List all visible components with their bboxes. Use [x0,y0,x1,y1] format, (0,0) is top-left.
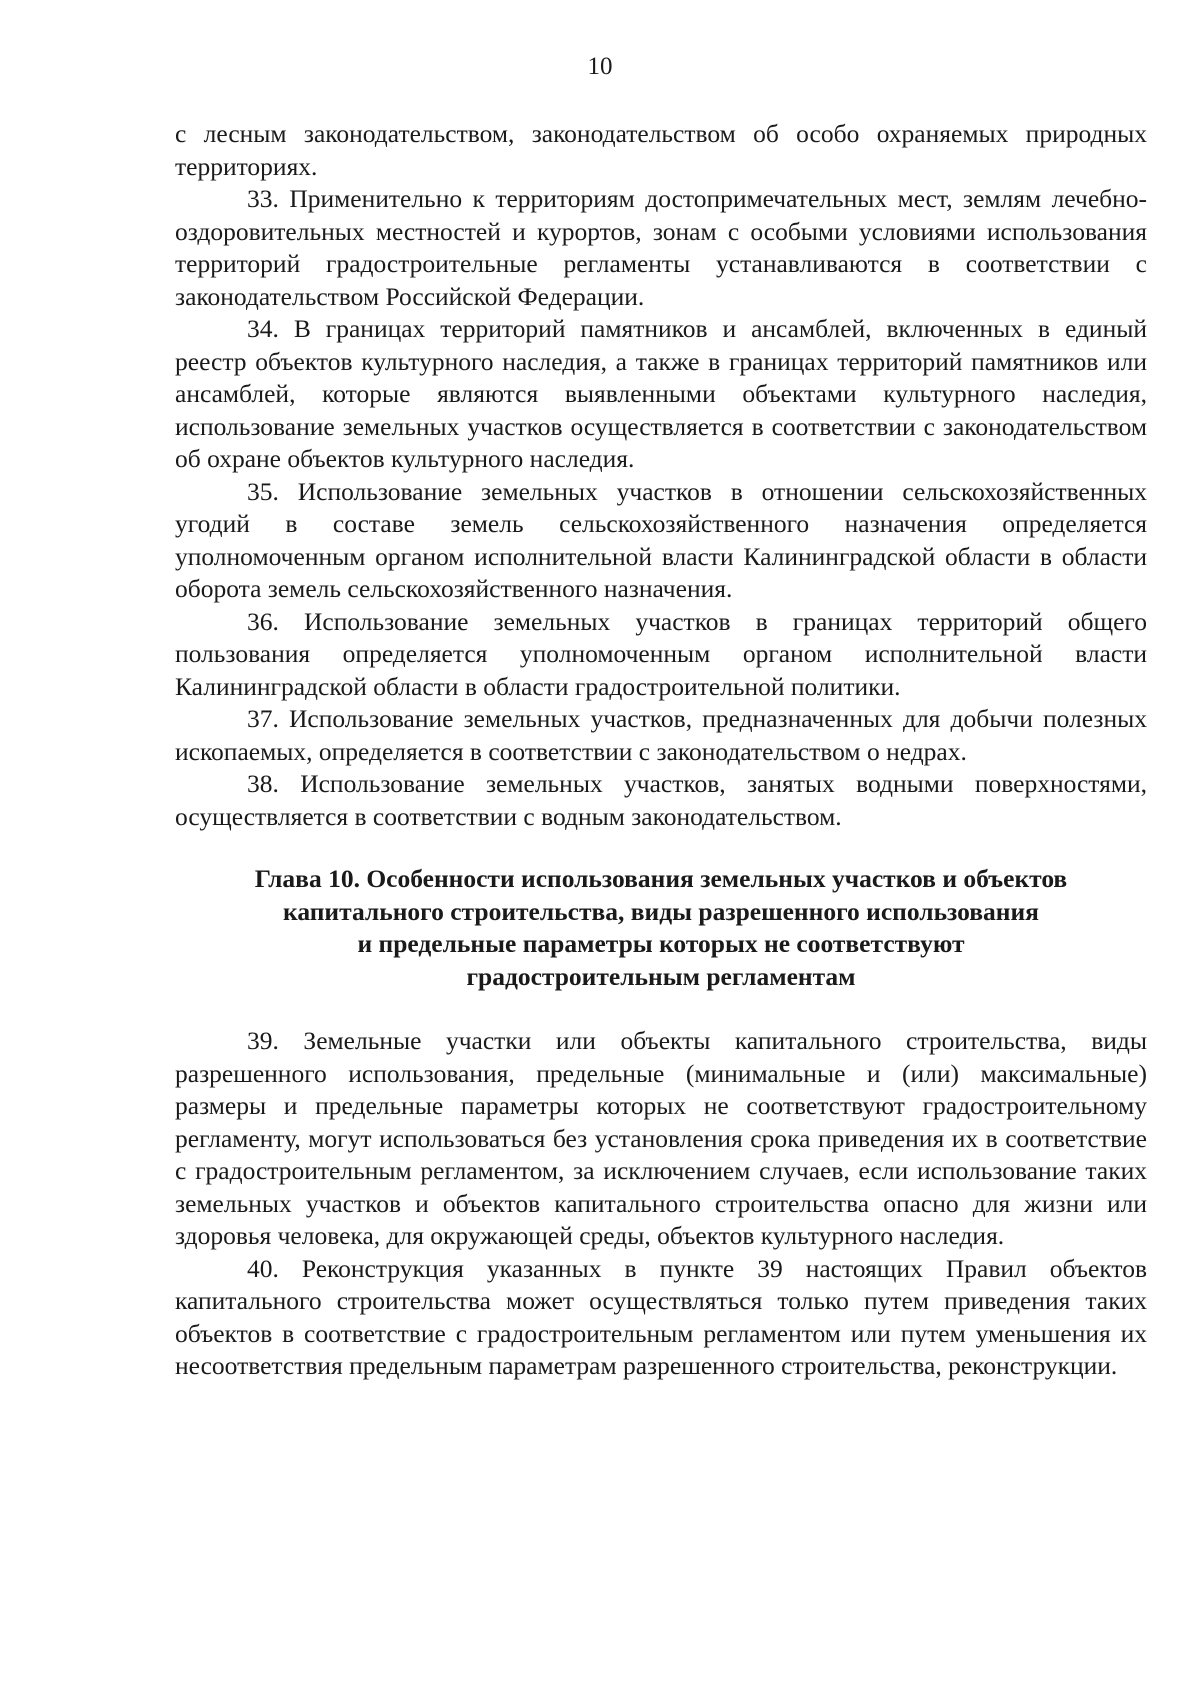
paragraph-38: 38. Использование земельных участков, занятых водными поверхностями, осуществляется в соответствии с водным законодательством. [175,769,1147,831]
page-number: 10 [587,53,613,80]
document-body [175,118,1147,1383]
paragraph-36: 36. Использование земельных участков в границах территорий общего пользования определяется уполномоченным органом исполнительной власти Калининградской области в области градостроительной политики. [175,606,1147,701]
chapter-heading-line-1: Глава 10. Особенности использования земельных участков и объектов [254,864,1068,893]
chapter-heading-line-3: и предельные параметры которых не соответствуют [357,929,965,958]
paragraph-40: 40. Реконструкция указанных в пункте 39 настоящих Правил объектов капитального строительства может осуществляться только путем приведения таких объектов в соответствие с градостроительным регламентом или путем уменьшения их несоответствия предельным параметрам разрешенного строительства, реконструкции. [175,1253,1147,1380]
chapter-heading [175,863,1147,993]
chapter-heading-line-2: капитального строительства, виды разрешенного использования [283,896,1039,926]
paragraph-33: 33. Применительно к территориям достопримечательных мест, землям лечебно-оздоровительных местностей и курортов, зонам с особыми условиями использования территорий градостроительные регламенты устанавливаются в соответствии с законодательством Российской Федерации. [175,184,1147,311]
paragraph-39: 39. Земельные участки или объекты капитального строительства, виды разрешенного использования, предельные (минимальные и (или) максимальные) размеры и предельные параметры которых не соответствуют градостроительному регламенту, могут использоваться без установления срока приведения их в соответствие с градостроительным регламентом, за исключением случаев, если использование таких земельных участков и объектов капитального строительства опасно для жизни или здоровья человека, для окружающей среды, объектов культурного наследия. [175,1026,1147,1250]
paragraph-37: 37. Использование земельных участков, предназначенных для добычи полезных ископаемых, определяется в соответствии с законодательством о недрах. [175,704,1147,766]
paragraph-35: 35. Использование земельных участков в отношении сельскохозяйственных угодий в составе земель сельскохозяйственного назначения определяется уполномоченным органом исполнительной власти Калининградской области в области оборота земель сельскохозяйственного назначения. [175,476,1147,603]
paragraph-continuation: с лесным законодательством, законодательством об особо охраняемых природных территориях. [175,119,1147,181]
paragraph-34: 34. В границах территорий памятников и ансамблей, включенных в единый реестр объектов культурного наследия, а также в границах территорий памятников или ансамблей, которые являются выявленными объектами культурного наследия, использование земельных участков осуществляется в соответствии с законодательством об охране объектов культурного наследия. [175,314,1147,473]
chapter-heading-line-4: градостроительным регламентам [466,961,856,991]
